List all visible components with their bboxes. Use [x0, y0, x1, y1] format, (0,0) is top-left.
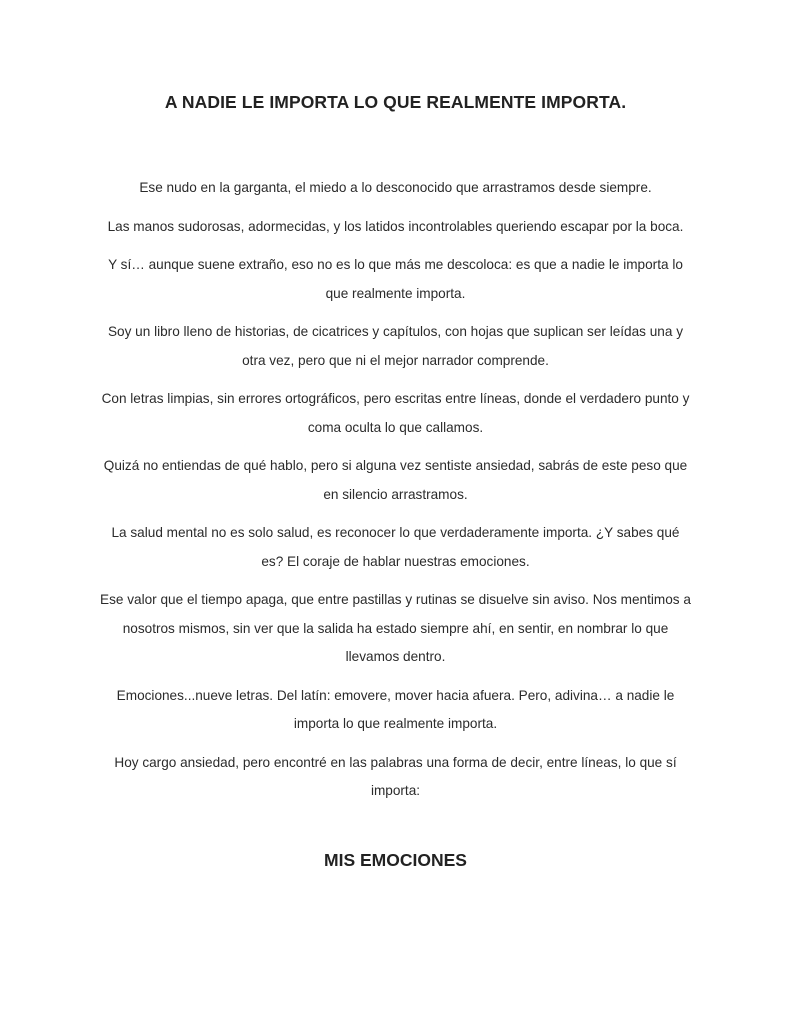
- page-title: A NADIE LE IMPORTA LO QUE REALMENTE IMPORTA.: [164, 92, 627, 112]
- paragraph: Con letras limpias, sin errores ortográficos, pero escritas entre líneas, donde el verdadero punto y coma oculta lo que callamos.: [101, 391, 690, 435]
- paragraph: La salud mental no es solo salud, es reconocer lo que verdaderamente importa. ¿Y sabes qué es? El coraje de hablar nuestras emociones.: [111, 525, 680, 569]
- paragraph: Las manos sudorosas, adormecidas, y los latidos incontrolables queriendo escapar por la boca.: [107, 218, 684, 234]
- closing-heading: MIS EMOCIONES: [324, 850, 467, 870]
- paragraph: Quizá no entiendas de qué hablo, pero si alguna vez sentiste ansiedad, sabrás de este peso que en silencio arrastramos.: [103, 458, 688, 502]
- body-text: [100, 174, 691, 816]
- paragraph: Soy un libro lleno de historias, de cicatrices y capítulos, con hojas que suplican ser leídas una y otra vez, pero que ni el mejor narrador comprende.: [107, 324, 684, 368]
- paragraph: Y sí… aunque suene extraño, eso no es lo que más me descoloca: es que a nadie le importa lo que realmente importa.: [108, 257, 683, 301]
- paragraph: Emociones...nueve letras. Del latín: emovere, mover hacia afuera. Pero, adivina… a nadie le importa lo que realmente importa.: [116, 687, 675, 731]
- paragraph: Hoy cargo ansiedad, pero encontré en las palabras una forma de decir, entre líneas, lo que sí importa:: [114, 754, 677, 798]
- paragraph: Ese valor que el tiempo apaga, que entre pastillas y rutinas se disuelve sin aviso. Nos mentimos a nosotros mismos, sin ver que la salida ha estado siempre ahí, en sentir, en nombrar lo que llevamos dentro.: [100, 592, 691, 664]
- paragraph: Ese nudo en la garganta, el miedo a lo desconocido que arrastramos desde siempre.: [139, 180, 652, 195]
